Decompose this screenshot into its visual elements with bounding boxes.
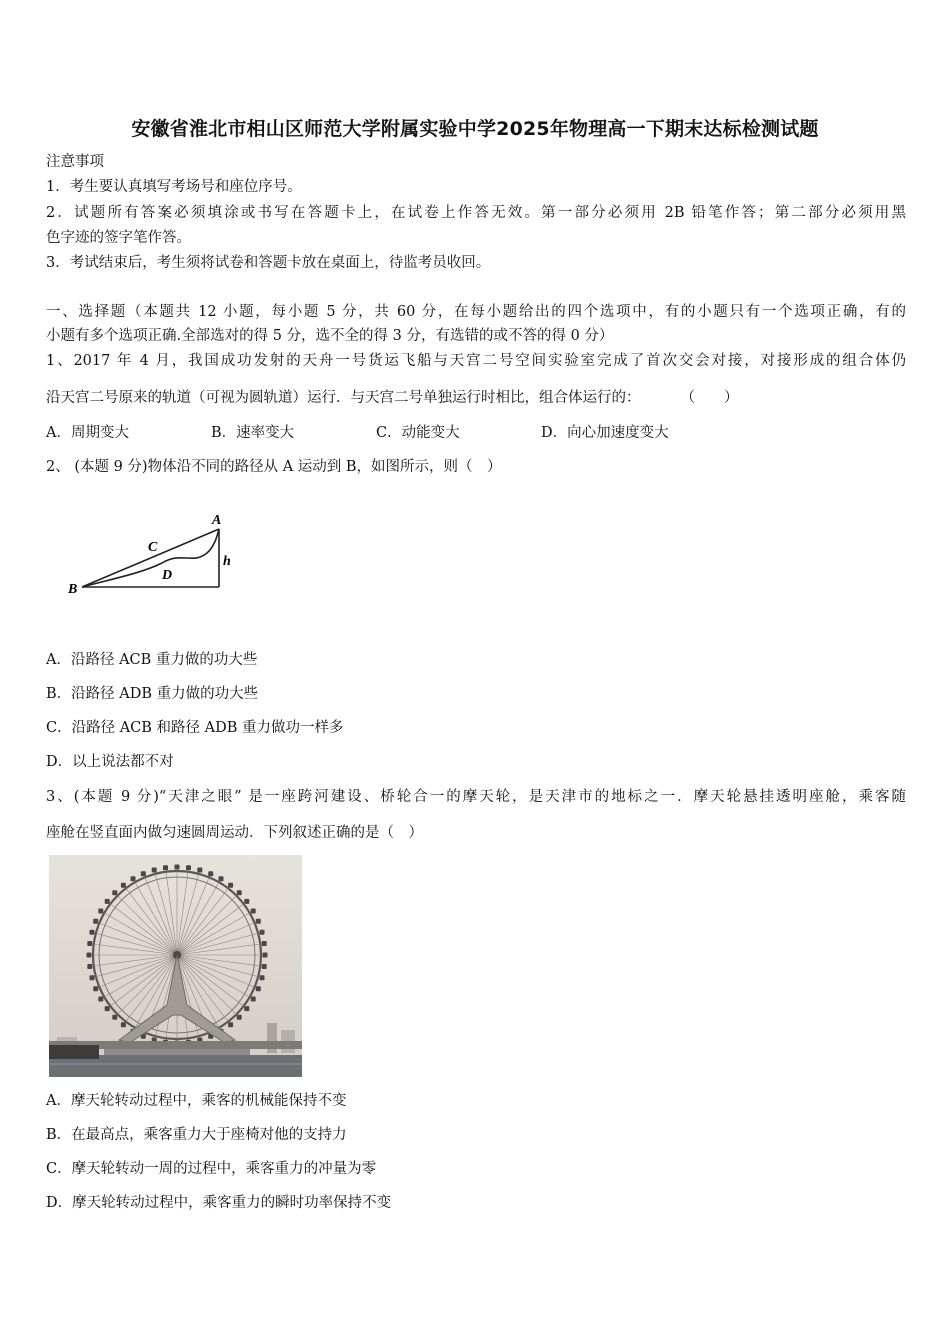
section-instructions-line2: 小题有多个选项正确.全部选对的得 5 分，选不全的得 3 分，有选错的或不答的得 0 分）: [46, 328, 614, 344]
label-b: B: [68, 582, 78, 597]
label-c: C: [148, 540, 158, 555]
q1-answer-paren: （ ）: [680, 390, 739, 406]
q2-option-d: D．以上说法都不对: [46, 754, 174, 770]
q3-stem-line1: 3、(本题 9 分)“天津之眼” 是一座跨河建设、桥轮合一的摩天轮，是天津市的地标之一．摩天轮悬挂透明座舱，乘客随: [46, 789, 906, 805]
q2-option-c: C．沿路径 ACB 和路径 ADB 重力做功一样多: [46, 720, 344, 736]
q3-option-d: D．摩天轮转动过程中，乘客重力的瞬时功率保持不变: [46, 1195, 392, 1211]
q3-option-b: B．在最高点，乘客重力大于座椅对他的支持力: [46, 1127, 347, 1143]
q2-stem: 2、 (本题 9 分)物体沿不同的路径从 A 运动到 B，如图所示，则（ ）: [46, 459, 502, 475]
section-instructions-line1: 一、选择题（本题共 12 小题，每小题 5 分，共 60 分，在每小题给出的四个选项中，有的小题只有一个选项正确，有的: [46, 304, 906, 320]
q3-option-c: C．摩天轮转动一周的过程中，乘客重力的冲量为零: [46, 1161, 377, 1177]
q2-option-b: B．沿路径 ADB 重力做的功大些: [46, 686, 259, 702]
q1-option-d: D．向心加速度变大: [541, 425, 669, 441]
q1-option-c: C．动能变大: [376, 425, 460, 441]
label-h: h: [223, 554, 231, 569]
notice-heading: 注意事项: [46, 154, 104, 170]
label-d: D: [162, 568, 173, 583]
notice-item-2: 2．试题所有答案必须填涂或书写在答题卡上，在试卷上作答无效。第一部分必须用 2B 铅笔作答；第二部分必须用黑: [46, 205, 906, 221]
q1-stem-text: 沿天宫二号原来的轨道（可视为圆轨道）运行．与天宫二号单独运行时相比，组合体运行的：: [46, 390, 641, 406]
q1-stem-line1: 1、2017 年 4 月，我国成功发射的天舟一号货运飞船与天宫二号空间实验室完成了首次交会对接，对接形成的组合体仍: [46, 353, 906, 369]
label-a: A: [212, 513, 222, 528]
q1-option-a: A．周期变大: [46, 425, 129, 441]
q1-stem-line2: [46, 388, 906, 408]
notice-item-3: 3．考试结束后，考生须将试卷和答题卡放在桌面上，待监考员收回。: [46, 255, 491, 271]
q1-options: [46, 423, 906, 443]
notice-item-1: 1．考生要认真填写考场号和座位序号。: [46, 179, 302, 195]
q2-path-diagram: [62, 505, 242, 600]
q3-option-a: A．摩天轮转动过程中，乘客的机械能保持不变: [46, 1093, 347, 1109]
page-title: 安徽省淮北市相山区师范大学附属实验中学2025年物理高一下期末达标检测试题: [131, 118, 819, 140]
q3-stem-line2: 座舱在竖直面内做匀速圆周运动．下列叙述正确的是（ ）: [46, 825, 423, 841]
q1-option-b: B．速率变大: [211, 425, 295, 441]
q2-option-a: A．沿路径 ACB 重力做的功大些: [46, 652, 258, 668]
q3-ferris-wheel-photo: [49, 855, 302, 1077]
notice-item-2-cont: 色字迹的签字笔作答。: [46, 230, 191, 246]
